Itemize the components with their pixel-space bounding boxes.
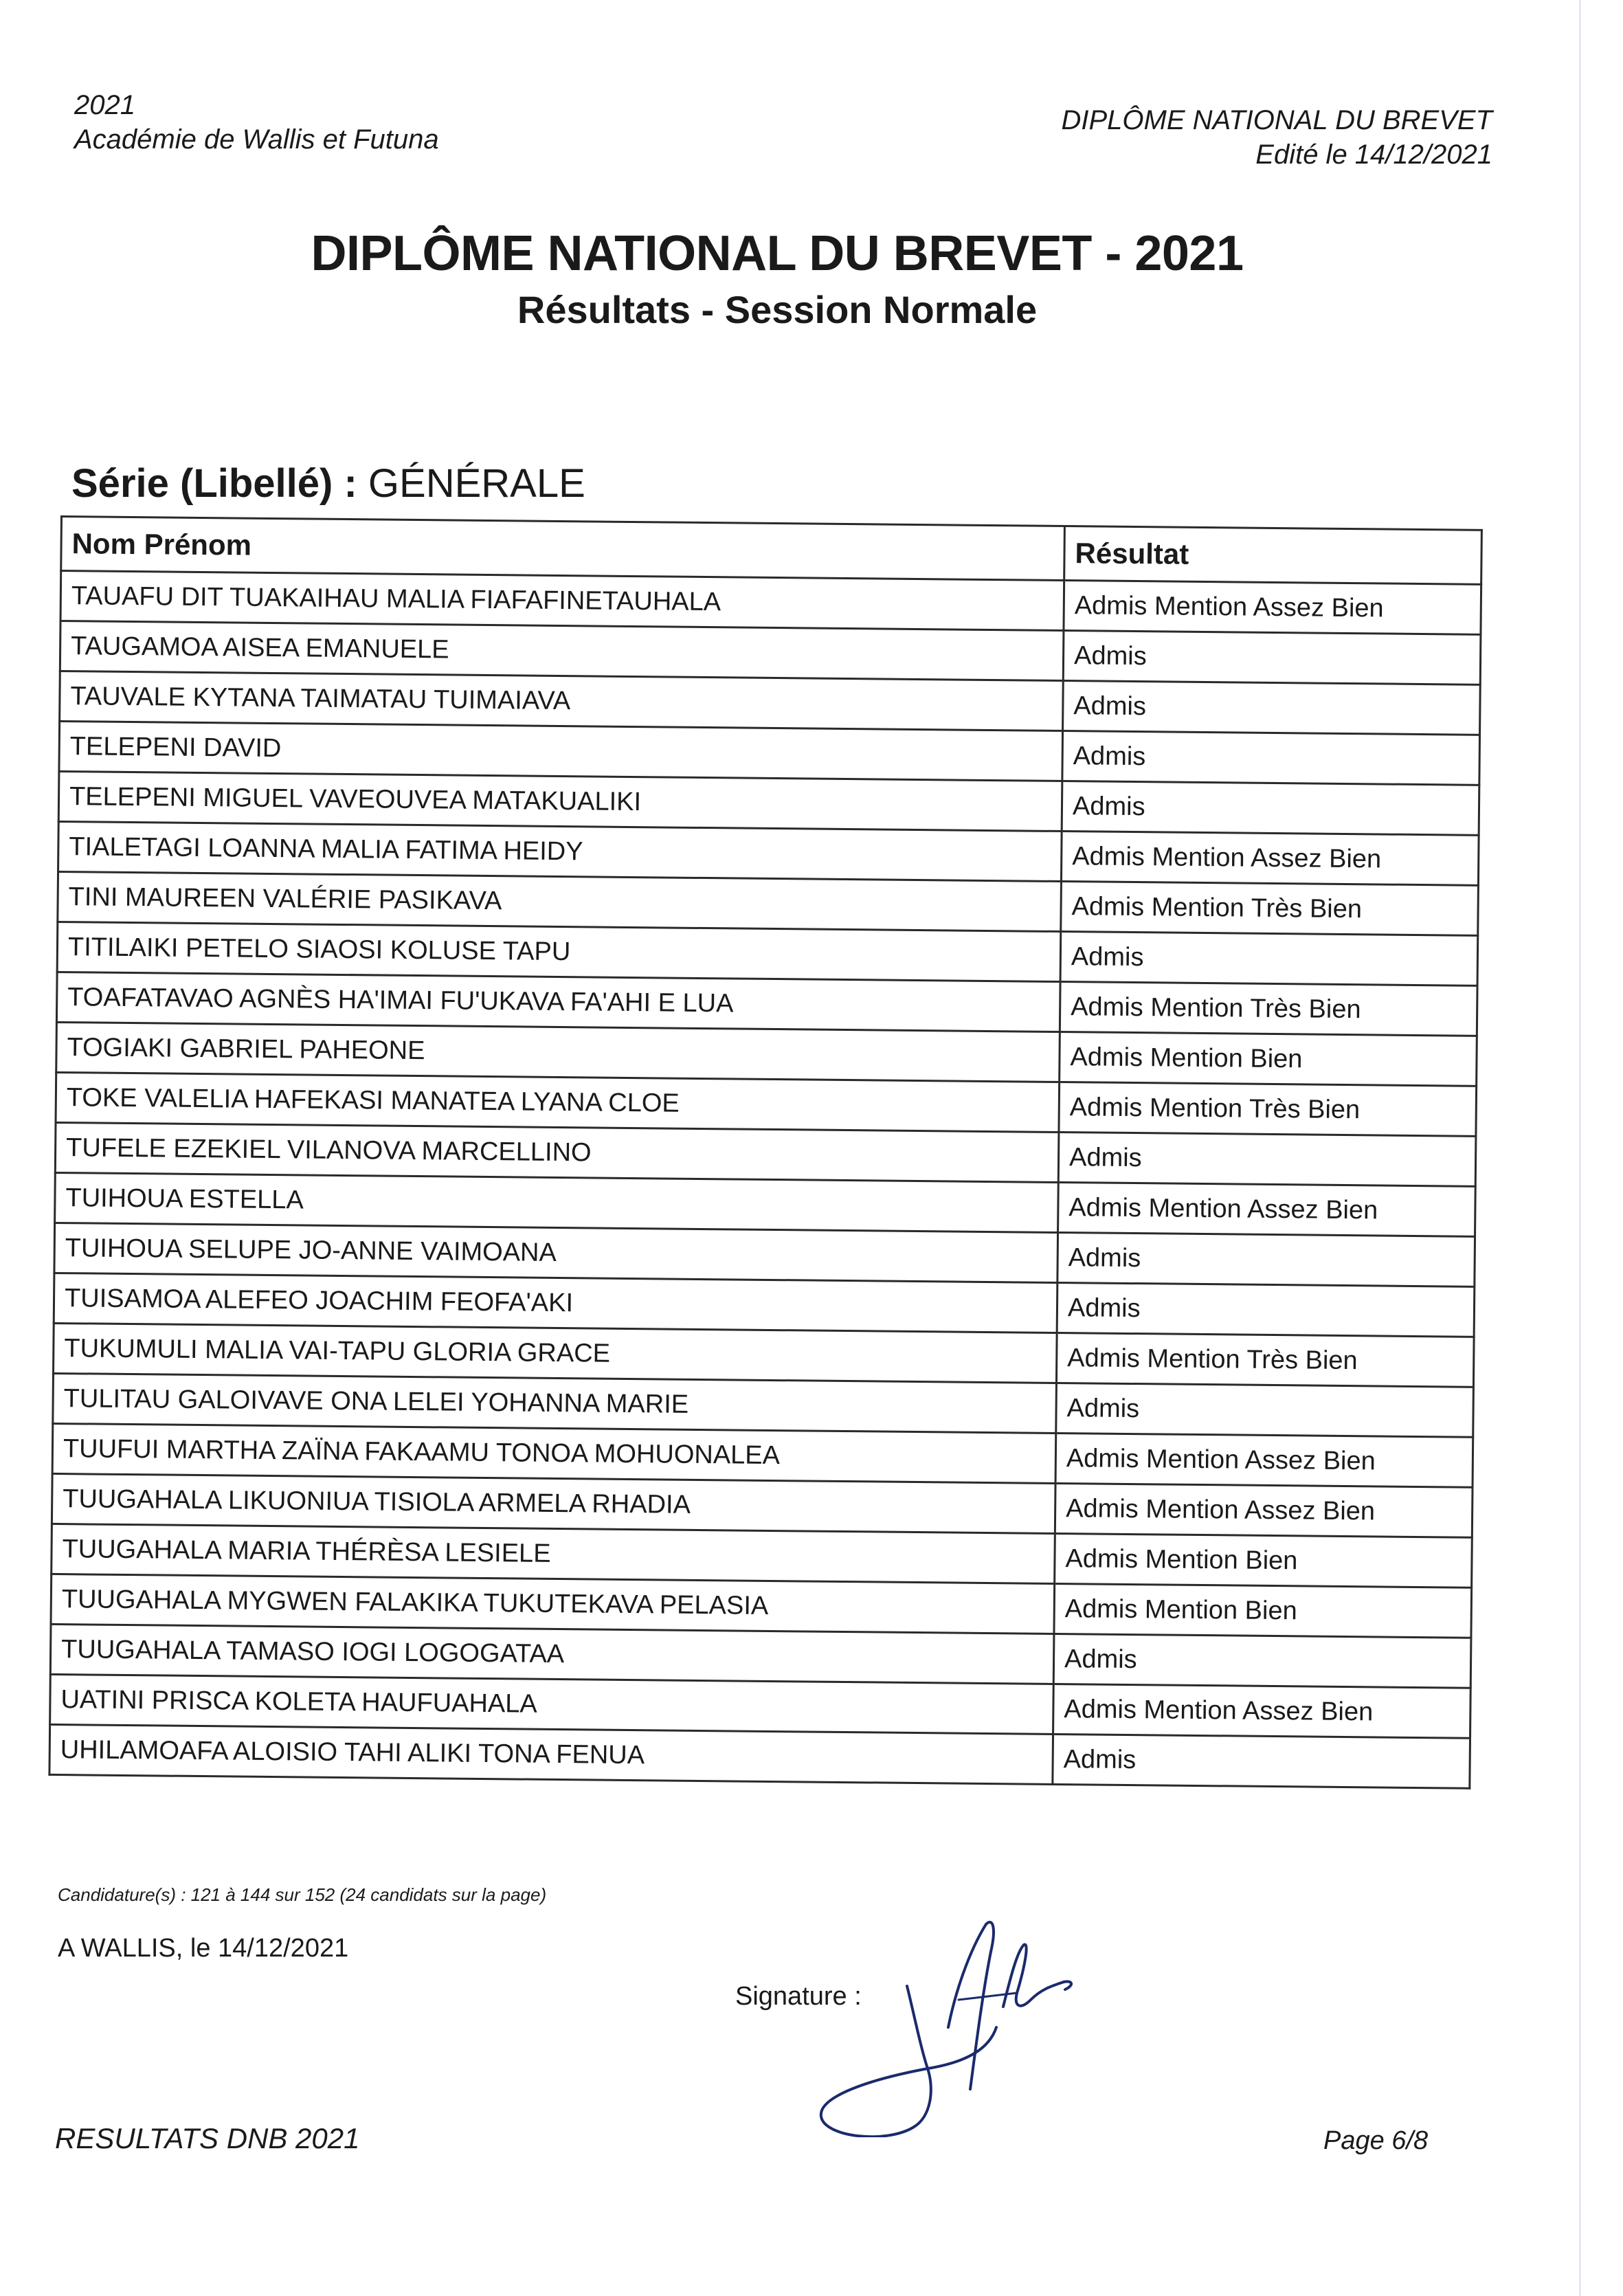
signature-label: Signature : — [735, 1982, 862, 2011]
serie-label: Série (Libellé) : — [71, 461, 357, 506]
candidate-name: TIALETAGI LOANNA MALIA FATIMA HEIDY — [58, 821, 1062, 881]
candidate-result: Admis — [1053, 1734, 1470, 1788]
place-date: A WALLIS, le 14/12/2021 — [58, 1934, 349, 1963]
candidate-name: UATINI PRISCA KOLETA HAUFUAHALA — [50, 1674, 1054, 1734]
candidate-name: TUKUMULI MALIA VAI-TAPU GLORIA GRACE — [54, 1323, 1057, 1383]
candidate-result: Admis — [1060, 932, 1478, 986]
candidate-name: TULITAU GALOIVAVE ONA LELEI YOHANNA MARIE — [53, 1373, 1057, 1433]
candidate-result: Admis Mention Assez Bien — [1058, 1182, 1476, 1236]
candidate-name: TUUGAHALA TAMASO IOGI LOGOGATAA — [50, 1624, 1054, 1684]
candidate-name: TAUGAMOA AISEA EMANUELE — [60, 621, 1064, 681]
candidate-name: TINI MAUREEN VALÉRIE PASIKAVA — [58, 871, 1062, 931]
candidate-name: TUUGAHALA MARIA THÉRÈSA LESIELE — [52, 1524, 1055, 1583]
candidate-result: Admis Mention Bien — [1054, 1583, 1472, 1638]
candidate-result: Admis — [1063, 681, 1481, 735]
header-right — [1061, 103, 1492, 172]
candidate-result: Admis Mention Bien — [1060, 1032, 1477, 1086]
candidate-name: UHILAMOAFA ALOISIO TAHI ALIKI TONA FENUA — [49, 1724, 1053, 1784]
candidate-result: Admis — [1053, 1634, 1471, 1688]
page-number: Page 6/8 — [1323, 2126, 1429, 2155]
header-edited-date: Edité le 14/12/2021 — [1255, 140, 1492, 170]
candidate-name: TUIHOUA SELUPE JO-ANNE VAIMOANA — [54, 1223, 1058, 1282]
serie-line — [71, 460, 585, 506]
candidate-result: Admis Mention Bien — [1055, 1533, 1473, 1587]
header-academy: Académie de Wallis et Futuna — [74, 124, 439, 155]
candidate-name: TUUFUI MARTHA ZAÏNA FAKAAMU TONOA MOHUONALEA — [52, 1423, 1056, 1483]
candidates-note: Candidature(s) : 121 à 144 sur 152 (24 candidats sur la page) — [58, 1884, 547, 1905]
column-header-result: Résultat — [1064, 526, 1482, 585]
candidate-result: Admis Mention Très Bien — [1060, 981, 1477, 1036]
header-doc-name: DIPLÔME NATIONAL DU BREVET — [1061, 105, 1492, 135]
page-subtitle: Résultats - Session Normale — [517, 288, 1038, 331]
candidate-result: Admis — [1058, 1132, 1476, 1186]
scan-edge-line — [1579, 0, 1581, 2296]
candidate-name: TUISAMOA ALEFEO JOACHIM FEOFA'AKI — [54, 1273, 1057, 1333]
candidate-name: TUIHOUA ESTELLA — [55, 1172, 1059, 1232]
candidate-result: Admis Mention Assez Bien — [1055, 1433, 1473, 1487]
header-year: 2021 — [74, 90, 135, 120]
header-left — [74, 88, 439, 157]
candidate-result: Admis Mention Très Bien — [1059, 1082, 1477, 1136]
candidate-name: TUFELE EZEKIEL VILANOVA MARCELLINO — [55, 1122, 1059, 1182]
candidate-result: Admis — [1056, 1383, 1474, 1437]
candidate-name: TAUAFU DIT TUAKAIHAU MALIA FIAFAFINETAUHALA — [60, 571, 1064, 631]
page-title: DIPLÔME NATIONAL DU BREVET - 2021 — [311, 226, 1244, 281]
candidate-result: Admis Mention Assez Bien — [1055, 1483, 1473, 1537]
candidate-name: TOAFATAVAO AGNÈS HA'IMAI FU'UKAVA FA'AHI E LUA — [56, 972, 1060, 1032]
candidate-name: TUUGAHALA MYGWEN FALAKIKA TUKUTEKAVA PELASIA — [51, 1574, 1055, 1634]
handwritten-signature — [811, 1910, 1099, 2137]
candidate-name: TITILAIKI PETELO SIAOSI KOLUSE TAPU — [57, 922, 1061, 981]
candidate-result: Admis — [1057, 1232, 1475, 1286]
candidate-name: TOKE VALELIA HAFEKASI MANATEA LYANA CLOE — [56, 1072, 1060, 1132]
candidate-name: TOGIAKI GABRIEL PAHEONE — [56, 1022, 1060, 1082]
candidate-result: Admis — [1062, 781, 1479, 836]
column-header-name: Nom Prénom — [61, 517, 1065, 581]
candidate-name: TELEPENI MIGUEL VAVEOUVEA MATAKUALIKI — [58, 771, 1062, 831]
candidate-result: Admis Mention Assez Bien — [1053, 1684, 1471, 1738]
footer-left: RESULTATS DNB 2021 — [55, 2122, 360, 2154]
candidate-result: Admis Mention Très Bien — [1056, 1333, 1474, 1387]
candidate-result: Admis — [1063, 631, 1481, 685]
candidate-result: Admis Mention Assez Bien — [1064, 581, 1481, 635]
results-table — [48, 515, 1483, 1790]
candidate-name: TUUGAHALA LIKUONIUA TISIOLA ARMELA RHADIA — [52, 1473, 1055, 1533]
candidate-result: Admis Mention Assez Bien — [1061, 832, 1479, 886]
candidate-result: Admis — [1057, 1282, 1475, 1337]
candidate-name: TELEPENI DAVID — [59, 722, 1063, 781]
serie-value: GÉNÉRALE — [368, 461, 585, 506]
candidate-result: Admis — [1062, 731, 1480, 785]
candidate-name: TAUVALE KYTANA TAIMATAU TUIMAIAVA — [60, 671, 1064, 731]
candidate-result: Admis Mention Très Bien — [1061, 882, 1479, 936]
